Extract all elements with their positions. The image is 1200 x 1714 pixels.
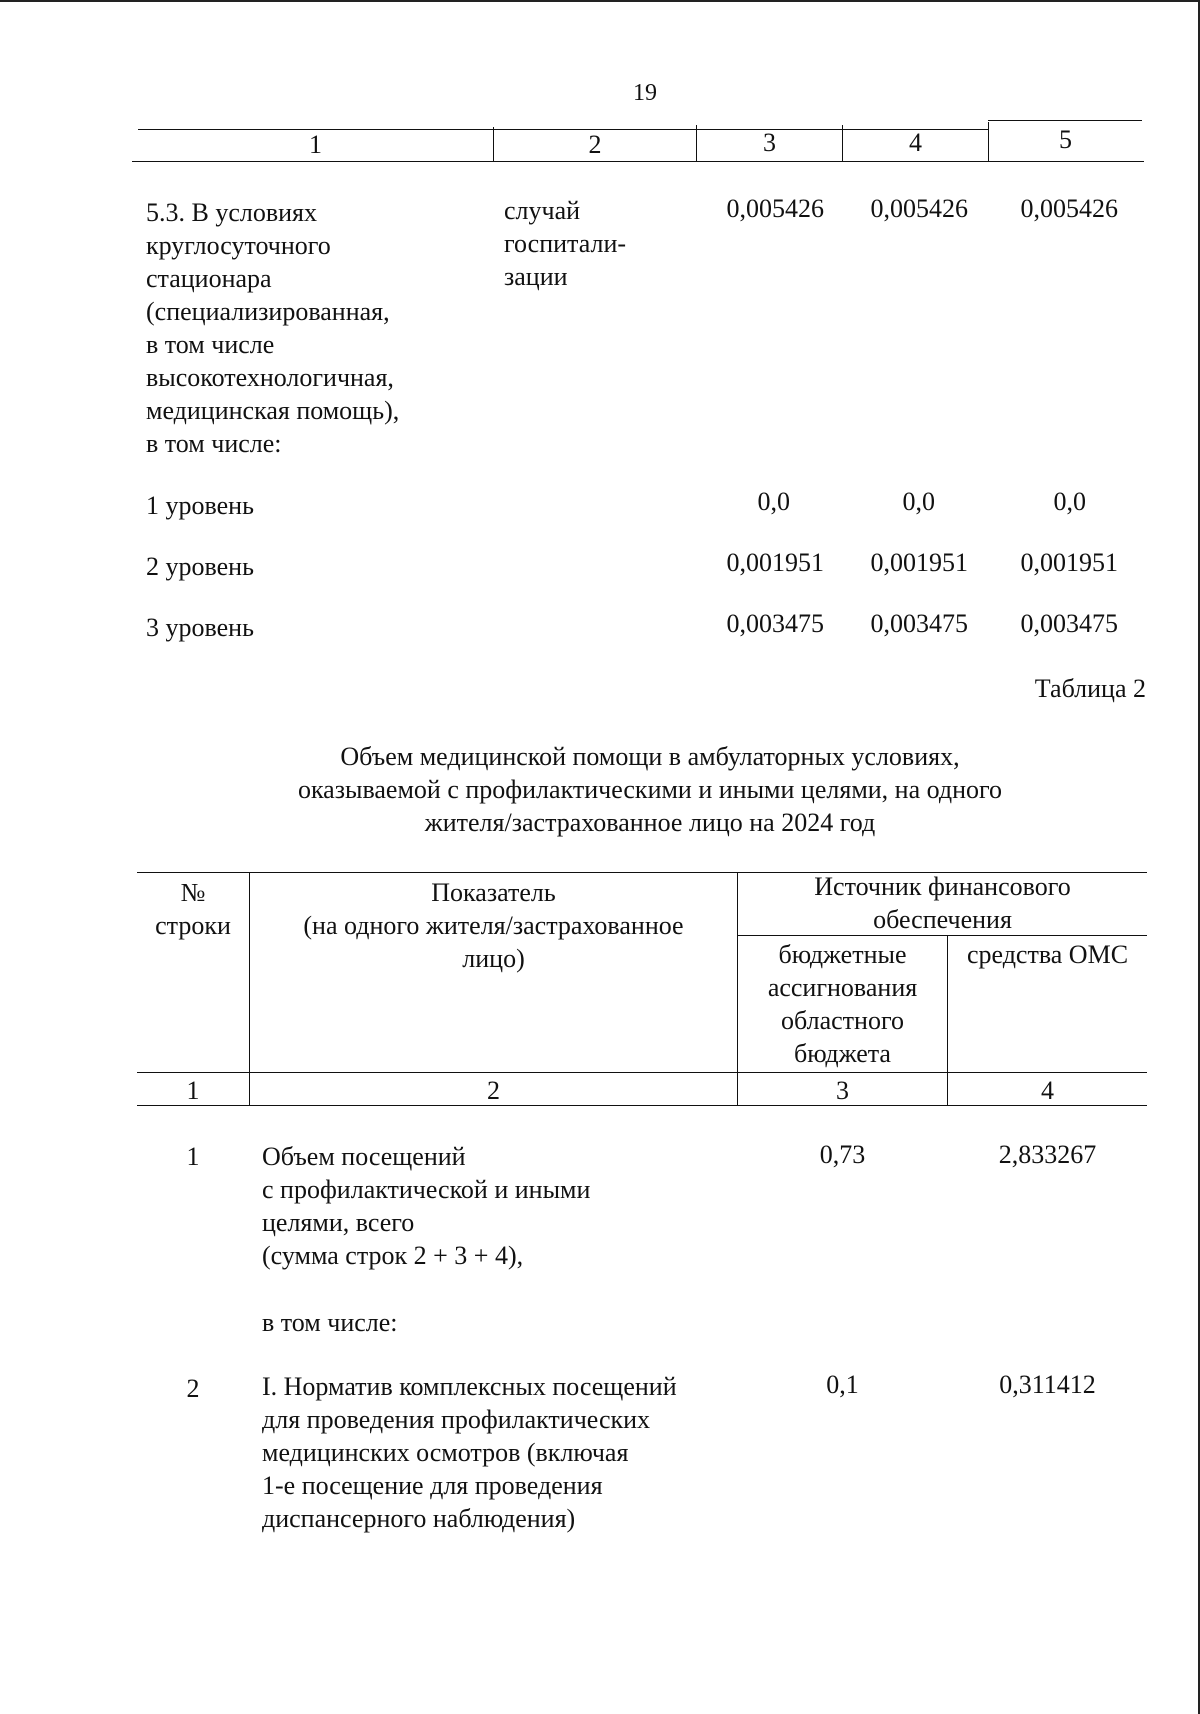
table2-header-indicator: Показатель (на одного жителя/застрахованное лицо) <box>303 878 684 973</box>
table2-row-number: 2 <box>186 1374 200 1403</box>
table1-level-label: 2 уровень <box>146 552 254 581</box>
table1-header-bottom-line <box>132 161 1144 162</box>
table2-oms-value: 2,833267 <box>998 1140 1097 1169</box>
table1-col-number: 1 <box>309 130 322 159</box>
scan-edge-top <box>0 0 1200 2</box>
table2-header-budget: бюджетные ассигнования областного бюджета <box>767 940 918 1068</box>
table2-header-row-no: № строки <box>155 878 231 940</box>
table2-header-funding-source: Источник финансового обеспечения <box>814 872 1071 934</box>
table1-col-number: 4 <box>909 128 922 157</box>
table2-label: Таблица 2 <box>1034 674 1146 703</box>
table1-value: 0,003475 <box>1020 609 1118 638</box>
table1-row-unit: случай госпитали- зации <box>504 196 627 291</box>
table2-row-label: I. Норматив комплексных посещений для проведения профилактических медицинских осмотров (включая 1-е посещение для проведения диспансерного наблюдения) <box>262 1372 677 1533</box>
table1-value: 0,0 <box>757 487 790 516</box>
table2-header-bottom-line <box>137 1072 1147 1073</box>
table2-oms-value: 0,311412 <box>999 1370 1096 1399</box>
page-number: 19 <box>633 80 657 106</box>
table2-header-oms: средства ОМС <box>966 940 1129 969</box>
table1-value: 0,005426 <box>870 194 968 223</box>
table1-header-top-line <box>988 120 1142 121</box>
table2-col-number: 2 <box>487 1076 500 1105</box>
table1-value: 0,001951 <box>726 548 824 577</box>
table2-col-number: 1 <box>186 1076 200 1105</box>
table1-level-label: 1 уровень <box>146 491 254 520</box>
table1-col-number: 5 <box>1059 125 1072 154</box>
table2-row-number: 1 <box>186 1142 200 1171</box>
table2-budget-value: 0,1 <box>826 1370 859 1399</box>
table1-value: 0,001951 <box>870 548 968 577</box>
table1-row-label: 5.3. В условиях круглосуточного стационара (специализированная, в том числе высокотехнологичная, медицинская помощь), в том числе: <box>146 198 400 458</box>
table1-value: 0,003475 <box>726 609 824 638</box>
table2-title-line: Объем медицинской помощи в амбулаторных условиях, <box>340 742 960 771</box>
table2-col-number: 4 <box>1041 1076 1054 1105</box>
table1-col-number: 3 <box>763 128 776 157</box>
table1-value: 0,001951 <box>1020 548 1118 577</box>
table1-value: 0,005426 <box>726 194 824 223</box>
table1-value: 0,003475 <box>870 609 968 638</box>
table1-level-label: 3 уровень <box>146 613 254 642</box>
table1-value: 0,005426 <box>1020 194 1118 223</box>
table1-value: 0,0 <box>1053 487 1086 516</box>
table2-budget-value: 0,73 <box>819 1140 866 1169</box>
table2-row-note: в том числе: <box>262 1308 398 1337</box>
table2-row-label: Объем посещений с профилактической и иными целями, всего (сумма строк 2 + 3 + 4), <box>262 1142 591 1270</box>
table2-title-line: оказываемой с профилактическими и иными целями, на одного <box>297 775 1003 804</box>
table2-col-number: 3 <box>836 1076 849 1105</box>
table2-title-line: жителя/застрахованное лицо на 2024 год <box>424 808 876 837</box>
table1-col-number: 2 <box>588 130 602 159</box>
table1-value: 0,0 <box>902 487 935 516</box>
